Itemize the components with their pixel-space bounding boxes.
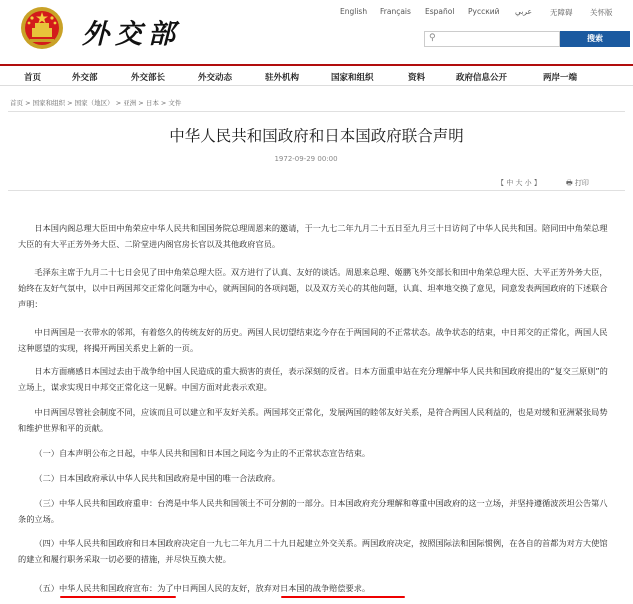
nav-ministry[interactable]: 外交部 bbox=[72, 73, 98, 83]
nav-cross-strait[interactable]: 两岸一端 bbox=[543, 73, 578, 83]
breadcrumb[interactable]: 首页 > 国家和组织 > 国家（地区） > 亚洲 > 日本 > 文件 bbox=[10, 99, 182, 107]
nav-home[interactable]: 首页 bbox=[24, 73, 42, 83]
divider bbox=[8, 190, 625, 191]
page-title: 中华人民共和国政府和日本国政府联合声明 bbox=[169, 127, 464, 145]
nav-minister[interactable]: 外交部长 bbox=[131, 73, 166, 83]
red-underline-annotation bbox=[60, 596, 176, 598]
language-bar bbox=[330, 7, 630, 21]
article-paragraph: 中日两国尽管社会制度不同，应该而且可以建立和平友好关系。两国邦交正常化，发展两国的睦邻友好关系，是符合两国人民利益的，也是对缓和亚洲紧张局势和维护世界和平的贡献。 bbox=[18, 407, 608, 433]
print-button[interactable] bbox=[566, 178, 589, 190]
article-paragraph: （五）中华人民共和国政府宣布：为了中日两国人民的友好，放弃对日本国的战争赔偿要求。 bbox=[34, 583, 371, 593]
lang-russian[interactable]: Русский bbox=[468, 7, 500, 16]
nav-countries[interactable]: 国家和组织 bbox=[331, 73, 374, 83]
search-input[interactable] bbox=[424, 31, 560, 47]
lang-english[interactable]: English bbox=[340, 7, 368, 16]
article-paragraph: 日本国内阁总理大臣田中角荣应中华人民共和国国务院总理周恩来的邀请，于一九七二年九月二十五日至九月三十日访问了中华人民共和国。陪同田中角荣总理大臣的有大平正芳外务大臣、二阶堂进内阁官房长官以及其他政府官员。 bbox=[18, 223, 608, 249]
article-paragraph: 毛泽东主席于九月二十七日会见了田中角荣总理大臣。双方进行了认真、友好的谈话。周恩来总理、姬鹏飞外交部长和田中角荣总理大臣、大平正芳外务大臣，始终在友好气氛中，以中日两国邦交正常化问题为中心，就两国间的各项问题，以及双方关心的其他问题，认真、坦率地交换了意见，同意发表两国政府的下述联合声明： bbox=[18, 267, 608, 309]
font-size-control[interactable]: 【 中 大 小 】 bbox=[497, 179, 541, 187]
article-paragraph: 日本方面痛感日本国过去由于战争给中国人民造成的重大损害的责任，表示深刻的反省。日本方面重申站在充分理解中华人民共和国政府提出的“复交三原则”的立场上，谋求实现日中邦交正常化这一见解。中国方面对此表示欢迎。 bbox=[18, 366, 608, 392]
article-paragraph: （一）自本声明公布之日起，中华人民共和国和日本国之间迄今为止的不正常状态宣告结束。 bbox=[34, 448, 371, 458]
divider bbox=[8, 111, 625, 112]
print-label: 打印 bbox=[574, 179, 589, 187]
national-emblem-icon[interactable] bbox=[20, 6, 64, 50]
lang-french[interactable]: Français bbox=[380, 7, 411, 16]
publish-date: 1972-09-29 00:00 bbox=[274, 155, 338, 163]
search-button[interactable]: 搜索 bbox=[560, 31, 630, 47]
care-mode-link[interactable]: 关怀版 bbox=[590, 8, 613, 17]
nav-info-disclosure[interactable]: 政府信息公开 bbox=[456, 73, 508, 83]
lang-spanish[interactable]: Español bbox=[425, 7, 455, 16]
article-paragraph: 中日两国是一衣带水的邻邦，有着悠久的传统友好的历史。两国人民切望结束迄今存在于两国间的不正常状态。战争状态的结束，中日邦交的正常化，两国人民这种愿望的实现，将揭开两国关系史上新的一页。 bbox=[18, 327, 608, 353]
site-logo-text[interactable]: 外交部 bbox=[82, 19, 181, 50]
article-paragraph: （四）中华人民共和国政府和日本国政府决定自一九七二年九月二十九日起建立外交关系。两国政府决定，按照国际法和国际惯例，在各自的首都为对方大使馆的建立和履行职务采取一切必要的措施，并尽快互换大使。 bbox=[18, 538, 608, 564]
main-nav bbox=[0, 64, 633, 86]
red-underline-annotation bbox=[281, 596, 405, 598]
lang-arabic[interactable]: عربي bbox=[515, 7, 532, 16]
article-paragraph: （三）中华人民共和国政府重申：台湾是中华人民共和国领土不可分割的一部分。日本国政府充分理解和尊重中国政府的这一立场，并坚持遵循波茨坦公告第八条的立场。 bbox=[18, 498, 608, 524]
article-paragraph: （二）日本国政府承认中华人民共和国政府是中国的唯一合法政府。 bbox=[34, 473, 281, 483]
print-icon: 🖶 bbox=[566, 179, 573, 187]
site-header bbox=[0, 0, 633, 60]
accessibility-link[interactable]: 无障碍 bbox=[550, 8, 573, 17]
search-icon: ⚲ bbox=[429, 33, 436, 43]
nav-resources[interactable]: 资料 bbox=[408, 73, 426, 83]
nav-activities[interactable]: 外交动态 bbox=[198, 73, 233, 83]
nav-missions[interactable]: 驻外机构 bbox=[265, 73, 300, 83]
